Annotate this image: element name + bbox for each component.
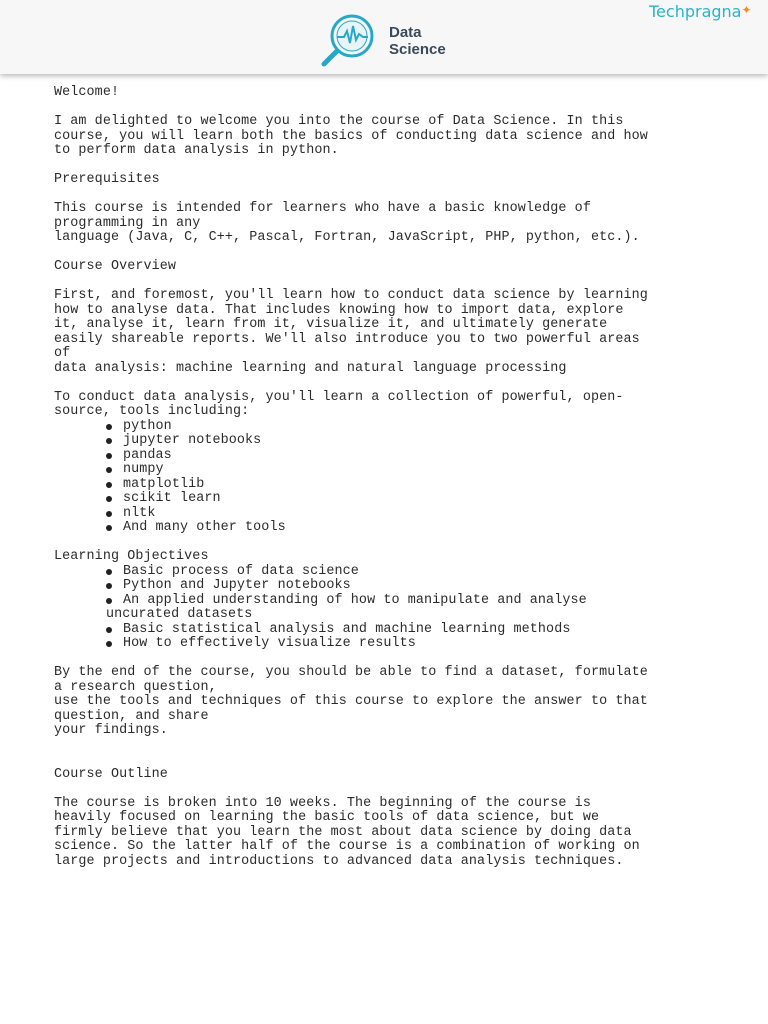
- bullet-icon: [106, 424, 112, 430]
- document-body: [54, 86, 754, 869]
- welcome-heading: Welcome!: [54, 85, 120, 100]
- bullet-icon: [106, 627, 112, 633]
- magnifier-pulse-icon: [318, 12, 384, 68]
- tools-intro: To conduct data analysis, you'll learn a collection of powerful, open- source, tools including:: [54, 389, 624, 419]
- logo-line1: Data: [389, 24, 422, 41]
- list-item: Python and Jupyter notebooks: [106, 579, 754, 594]
- bullet-icon: [106, 511, 112, 517]
- list-item: numpy: [106, 463, 754, 478]
- tools-list: [54, 420, 754, 536]
- learning-objectives-heading: Learning Objectives: [54, 549, 209, 564]
- bullet-icon: [106, 438, 112, 444]
- list-item: python: [106, 420, 754, 435]
- list-item: Basic process of data science: [106, 565, 754, 580]
- bullet-icon: [106, 467, 112, 473]
- list-item: Basic statistical analysis and machine learning methods: [106, 623, 754, 638]
- bullet-icon: [106, 583, 112, 589]
- list-item: pandas: [106, 449, 754, 464]
- bullet-icon: [106, 525, 112, 531]
- bullet-icon: [106, 482, 112, 488]
- list-item: scikit learn: [106, 492, 754, 507]
- course-outline-paragraph: The course is broken into 10 weeks. The beginning of the course is heavily focused on learning the basic tools of data science, but we firmly believe that you learn the most about data science by doing data science. So the latter half of the course is a combination of working on large projects and introductions to advanced data analysis techniques.: [54, 795, 640, 869]
- course-overview-heading: Course Overview: [54, 259, 177, 274]
- bullet-icon: [106, 496, 112, 502]
- welcome-paragraph: I am delighted to welcome you into the course of Data Science. In this course, you will learn both the basics of conducting data science and how to perform data analysis in python.: [54, 114, 648, 158]
- prerequisites-paragraph: This course is intended for learners who have a basic knowledge of programming in any language (Java, C, C++, Pascal, Fortran, JavaScript, PHP, python, etc.).: [54, 201, 640, 245]
- prerequisites-heading: Prerequisites: [54, 172, 160, 187]
- data-science-logo: [318, 10, 458, 68]
- bullet-icon: [106, 641, 112, 647]
- list-item: How to effectively visualize results: [106, 637, 754, 652]
- list-item: jupyter notebooks: [106, 434, 754, 449]
- closing-paragraph: By the end of the course, you should be able to find a dataset, formulate a research question, use the tools and techniques of this course to explore the answer to that question, and share your findings.: [54, 665, 648, 738]
- objectives-list: [54, 565, 754, 652]
- list-item: And many other tools: [106, 521, 754, 536]
- logo-line2: Science: [389, 41, 446, 58]
- brand-logo: [649, 2, 752, 22]
- course-outline-heading: Course Outline: [54, 766, 168, 782]
- brand-name: Techpragna: [649, 2, 742, 21]
- bullet-icon: [106, 453, 112, 459]
- list-item: An applied understanding of how to manipulate and analyse uncurated datasets: [106, 592, 587, 622]
- page-header: [0, 0, 768, 74]
- brand-spark-icon: ✦: [741, 3, 752, 17]
- bullet-icon: [106, 598, 112, 604]
- list-item: matplotlib: [106, 478, 754, 493]
- list-item: nltk: [106, 507, 754, 522]
- bullet-icon: [106, 569, 112, 575]
- course-overview-paragraph: First, and foremost, you'll learn how to conduct data science by learning how to analyse data. That includes knowing how to import data, explore it, analyse it, learn from it, visualize it, and ultimately generate easily shareable reports. We'll also introduce you to two powerful areas of data analysis: machine learning and natural language processing: [54, 288, 648, 376]
